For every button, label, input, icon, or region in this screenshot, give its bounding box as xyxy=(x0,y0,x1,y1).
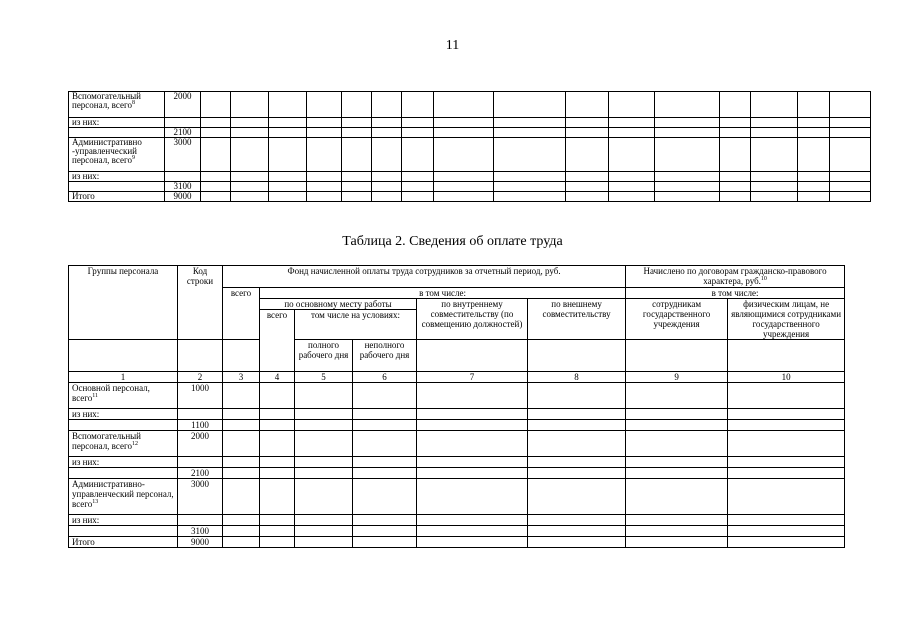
column-number: 10 xyxy=(728,372,845,383)
empty-cell xyxy=(720,138,751,172)
empty-cell xyxy=(307,192,342,202)
empty-cell xyxy=(402,182,434,192)
empty-cell xyxy=(626,457,728,468)
empty-cell xyxy=(417,457,528,468)
row-label xyxy=(69,537,178,548)
empty-cell xyxy=(720,172,751,182)
column-number: 2 xyxy=(178,372,223,383)
empty-cell xyxy=(201,92,231,118)
empty-cell xyxy=(223,526,260,537)
empty-cell xyxy=(223,537,260,548)
row-label-text: Итого xyxy=(72,191,95,201)
empty-cell xyxy=(402,128,434,138)
empty-cell xyxy=(798,118,830,128)
empty-cell xyxy=(295,468,353,479)
table-row xyxy=(69,118,871,128)
row-code: 9000 xyxy=(178,537,223,548)
header-contracts-footnote: 10 xyxy=(760,276,767,282)
empty-cell xyxy=(372,118,402,128)
footnote-mark: 11 xyxy=(92,393,99,399)
empty-cell xyxy=(655,128,720,138)
header-part-time: неполного рабочего дня xyxy=(353,340,417,372)
empty-cell xyxy=(609,192,655,202)
empty-cell xyxy=(528,479,626,515)
empty-cell xyxy=(830,192,871,202)
empty-cell xyxy=(353,515,417,526)
header-full-time: полного рабочего дня xyxy=(295,340,353,372)
row-label xyxy=(69,172,165,182)
empty-cell xyxy=(417,468,528,479)
empty-cell xyxy=(269,128,307,138)
empty-cell xyxy=(372,172,402,182)
header-contracts xyxy=(626,266,845,288)
empty-cell xyxy=(434,118,494,128)
empty-cell xyxy=(609,92,655,118)
empty-cell xyxy=(494,138,566,172)
empty-cell xyxy=(295,420,353,431)
table-row xyxy=(69,128,871,138)
empty-cell xyxy=(307,92,342,118)
row-label xyxy=(69,526,178,537)
empty-cell xyxy=(260,479,295,515)
header-conditions: том числе на условиях: xyxy=(295,310,417,340)
empty-cell xyxy=(402,192,434,202)
row-code: 9000 xyxy=(165,192,201,202)
payroll-table xyxy=(68,265,845,548)
empty-cell xyxy=(295,383,353,409)
empty-cell xyxy=(372,92,402,118)
row-code xyxy=(165,118,201,128)
empty-cell xyxy=(751,192,798,202)
row-code: 2100 xyxy=(165,128,201,138)
empty-cell xyxy=(223,409,260,420)
column-number: 1 xyxy=(69,372,178,383)
empty-cell xyxy=(201,192,231,202)
empty-cell xyxy=(231,118,269,128)
empty-cell xyxy=(260,468,295,479)
header-contracts-text: Начислено по договорам гражданско-правового характера, руб. xyxy=(643,266,827,286)
empty-cell xyxy=(260,515,295,526)
empty-cell xyxy=(566,118,609,128)
empty-cell xyxy=(353,468,417,479)
empty-cell xyxy=(655,118,720,128)
empty-cell xyxy=(269,182,307,192)
empty-cell xyxy=(798,128,830,138)
empty-cell xyxy=(402,172,434,182)
empty-cell xyxy=(417,479,528,515)
empty-cell xyxy=(342,92,372,118)
column-number: 9 xyxy=(626,372,728,383)
empty-cell xyxy=(655,92,720,118)
empty-cell xyxy=(728,515,845,526)
empty-cell xyxy=(342,172,372,182)
header-main-place: по основному месту работы xyxy=(260,299,417,310)
empty-cell xyxy=(528,457,626,468)
empty-cell xyxy=(494,118,566,128)
empty-cell xyxy=(231,172,269,182)
row-label-text: Итого xyxy=(72,537,95,547)
empty-cell xyxy=(353,537,417,548)
empty-cell xyxy=(201,128,231,138)
empty-cell xyxy=(566,182,609,192)
empty-cell xyxy=(295,457,353,468)
row-label-text: из них: xyxy=(72,515,100,525)
header-total: всего xyxy=(223,288,260,340)
empty-cell xyxy=(223,457,260,468)
column-number: 3 xyxy=(223,372,260,383)
empty-cell xyxy=(201,118,231,128)
empty-cell xyxy=(728,420,845,431)
empty-cell xyxy=(307,118,342,128)
empty-cell xyxy=(798,172,830,182)
table-row xyxy=(69,92,871,118)
empty-cell xyxy=(528,526,626,537)
empty-cell xyxy=(609,118,655,128)
empty-cell xyxy=(566,172,609,182)
empty-cell xyxy=(626,526,728,537)
empty-cell xyxy=(307,172,342,182)
empty-cell xyxy=(353,526,417,537)
empty-cell xyxy=(655,182,720,192)
empty-cell xyxy=(798,138,830,172)
empty-cell xyxy=(751,92,798,118)
empty-cell xyxy=(494,172,566,182)
empty-cell xyxy=(728,457,845,468)
empty-cell xyxy=(494,128,566,138)
row-code: 1000 xyxy=(178,383,223,409)
empty-cell xyxy=(751,172,798,182)
table-row xyxy=(69,431,845,457)
empty-cell xyxy=(609,128,655,138)
table-row xyxy=(69,420,845,431)
empty-cell xyxy=(798,182,830,192)
empty-cell xyxy=(720,182,751,192)
empty-cell xyxy=(417,526,528,537)
empty-cell xyxy=(728,479,845,515)
row-code xyxy=(178,409,223,420)
empty-cell xyxy=(353,420,417,431)
table-row xyxy=(69,409,845,420)
empty-cell xyxy=(566,138,609,172)
footnote-mark: 12 xyxy=(131,441,138,447)
column-number: 4 xyxy=(260,372,295,383)
header-individuals: физическим лицам, не являющимися сотрудниками государственного учреждения xyxy=(728,299,845,340)
header-external: по внешнему совместительству xyxy=(528,299,626,340)
empty-cell xyxy=(372,128,402,138)
empty-cell xyxy=(402,92,434,118)
empty-cell xyxy=(201,172,231,182)
row-label-text: Основной персонал, всего xyxy=(72,383,150,403)
empty-cell xyxy=(626,479,728,515)
table-row xyxy=(69,457,845,468)
empty-cell xyxy=(223,515,260,526)
empty-cell xyxy=(626,537,728,548)
table-row xyxy=(69,182,871,192)
empty-cell xyxy=(295,537,353,548)
empty-cell xyxy=(798,192,830,202)
empty-cell xyxy=(260,431,295,457)
empty-cell xyxy=(201,138,231,172)
row-label-text: Вспомогательный персонал, всего xyxy=(72,91,141,110)
empty-cell xyxy=(494,192,566,202)
row-code xyxy=(178,457,223,468)
table-row xyxy=(69,192,871,202)
empty-cell xyxy=(728,409,845,420)
row-code: 3100 xyxy=(165,182,201,192)
row-label xyxy=(69,479,178,515)
empty-cell xyxy=(417,383,528,409)
empty-cell xyxy=(353,383,417,409)
empty-cell xyxy=(626,420,728,431)
empty-cell xyxy=(720,118,751,128)
empty-cell xyxy=(223,420,260,431)
row-label xyxy=(69,182,165,192)
table-row xyxy=(69,383,845,409)
empty-cell xyxy=(269,118,307,128)
empty-cell xyxy=(295,479,353,515)
row-code: 3000 xyxy=(165,138,201,172)
row-label xyxy=(69,420,178,431)
empty-cell xyxy=(655,172,720,182)
empty-cell xyxy=(528,420,626,431)
empty-cell xyxy=(728,537,845,548)
empty-cell xyxy=(728,431,845,457)
header-internal: по внутреннему совместительству (по совмещению должностей) xyxy=(417,299,528,340)
row-code: 2100 xyxy=(178,468,223,479)
empty-cell xyxy=(269,138,307,172)
empty-cell xyxy=(269,92,307,118)
column-number: 8 xyxy=(528,372,626,383)
header-groups: Группы персонала xyxy=(69,266,178,340)
row-label-text: из них: xyxy=(72,409,100,419)
empty-cell xyxy=(223,431,260,457)
empty-cell xyxy=(260,409,295,420)
empty-cell xyxy=(528,383,626,409)
row-label xyxy=(69,409,178,420)
empty-cell xyxy=(342,182,372,192)
empty-cell xyxy=(751,128,798,138)
empty-cell xyxy=(830,138,871,172)
staff-table-continued xyxy=(68,91,871,202)
empty-cell xyxy=(655,138,720,172)
empty-cell xyxy=(434,192,494,202)
empty-cell xyxy=(751,118,798,128)
row-label xyxy=(69,468,178,479)
empty-cell xyxy=(626,409,728,420)
empty-cell xyxy=(353,457,417,468)
column-number: 7 xyxy=(417,372,528,383)
empty-cell xyxy=(223,468,260,479)
empty-cell xyxy=(609,172,655,182)
table-row xyxy=(69,468,845,479)
empty-cell xyxy=(342,118,372,128)
header-including: в том числе: xyxy=(260,288,626,299)
header-fund: Фонд начисленной оплаты труда сотрудников за отчетный период, руб. xyxy=(223,266,626,288)
empty-cell xyxy=(434,92,494,118)
empty-cell xyxy=(231,138,269,172)
row-label-text: Вспомогательный персонал, всего xyxy=(72,431,141,451)
empty-cell xyxy=(720,192,751,202)
empty-cell xyxy=(260,383,295,409)
empty-cell xyxy=(260,420,295,431)
row-code: 2000 xyxy=(178,431,223,457)
page-number: 11 xyxy=(445,38,460,53)
table-row xyxy=(69,172,871,182)
column-number: 5 xyxy=(295,372,353,383)
empty-cell xyxy=(231,92,269,118)
empty-cell xyxy=(307,182,342,192)
row-label-text: из них: xyxy=(72,457,100,467)
empty-cell xyxy=(566,192,609,202)
footnote-mark: 13 xyxy=(92,499,99,505)
empty-cell xyxy=(626,515,728,526)
empty-cell xyxy=(342,128,372,138)
empty-cell xyxy=(728,468,845,479)
column-numbers-row xyxy=(69,372,845,383)
empty-cell xyxy=(295,431,353,457)
empty-cell xyxy=(231,192,269,202)
empty-cell xyxy=(609,182,655,192)
empty-cell xyxy=(353,479,417,515)
row-label xyxy=(69,92,165,118)
row-code: 3100 xyxy=(178,526,223,537)
empty-cell xyxy=(434,128,494,138)
empty-cell xyxy=(728,383,845,409)
table-row xyxy=(69,515,845,526)
empty-cell xyxy=(231,128,269,138)
empty-cell xyxy=(201,182,231,192)
empty-cell xyxy=(528,537,626,548)
column-number: 6 xyxy=(353,372,417,383)
empty-cell xyxy=(528,468,626,479)
row-label-text: Административно -управленческий персонал, всего xyxy=(72,137,142,165)
empty-cell xyxy=(720,92,751,118)
empty-cell xyxy=(353,409,417,420)
empty-cell xyxy=(417,537,528,548)
empty-cell xyxy=(307,138,342,172)
empty-cell xyxy=(494,92,566,118)
empty-cell xyxy=(830,182,871,192)
empty-cell xyxy=(295,526,353,537)
empty-cell xyxy=(798,92,830,118)
empty-cell xyxy=(402,118,434,128)
empty-cell xyxy=(720,128,751,138)
header-code: Код строки xyxy=(178,266,223,340)
row-code: 1100 xyxy=(178,420,223,431)
header-including-contracts: в том числе: xyxy=(626,288,845,299)
empty-cell xyxy=(434,138,494,172)
empty-cell xyxy=(528,431,626,457)
empty-cell xyxy=(260,457,295,468)
empty-cell xyxy=(434,182,494,192)
table-row xyxy=(69,138,871,172)
empty-cell xyxy=(417,431,528,457)
empty-cell xyxy=(231,182,269,192)
empty-cell xyxy=(566,128,609,138)
row-label xyxy=(69,118,165,128)
empty-cell xyxy=(830,118,871,128)
empty-cell xyxy=(269,192,307,202)
row-code xyxy=(178,515,223,526)
row-label xyxy=(69,192,165,202)
empty-cell xyxy=(295,409,353,420)
empty-cell xyxy=(260,537,295,548)
table-row xyxy=(69,526,845,537)
empty-cell xyxy=(528,409,626,420)
header-main-total: всего xyxy=(260,310,295,372)
empty-cell xyxy=(830,92,871,118)
row-label-text: из них: xyxy=(72,171,100,181)
empty-cell xyxy=(626,431,728,457)
row-label xyxy=(69,128,165,138)
empty-cell xyxy=(269,172,307,182)
empty-cell xyxy=(260,526,295,537)
empty-cell xyxy=(609,138,655,172)
empty-cell xyxy=(223,383,260,409)
empty-cell xyxy=(342,192,372,202)
empty-cell xyxy=(307,128,342,138)
empty-cell xyxy=(353,431,417,457)
table2-title: Таблица 2. Сведения об оплате труда xyxy=(342,234,563,249)
empty-cell xyxy=(342,138,372,172)
empty-cell xyxy=(751,138,798,172)
footnote-mark: 9 xyxy=(131,155,135,161)
empty-cell xyxy=(830,172,871,182)
empty-cell xyxy=(372,192,402,202)
empty-cell xyxy=(626,383,728,409)
empty-cell xyxy=(434,172,494,182)
row-label xyxy=(69,138,165,172)
empty-cell xyxy=(728,526,845,537)
row-code xyxy=(165,172,201,182)
empty-cell xyxy=(372,138,402,172)
row-label-text: из них: xyxy=(72,117,100,127)
table-row xyxy=(69,479,845,515)
row-label xyxy=(69,515,178,526)
empty-cell xyxy=(655,192,720,202)
empty-cell xyxy=(402,138,434,172)
empty-cell xyxy=(626,468,728,479)
header-state-employees: сотрудникам государственного учреждения xyxy=(626,299,728,340)
row-code: 2000 xyxy=(165,92,201,118)
empty-cell xyxy=(566,92,609,118)
empty-cell xyxy=(223,479,260,515)
row-label xyxy=(69,383,178,409)
empty-cell xyxy=(372,182,402,192)
row-label xyxy=(69,457,178,468)
empty-cell xyxy=(751,182,798,192)
empty-cell xyxy=(494,182,566,192)
row-label xyxy=(69,431,178,457)
row-label-text: Административно-управленческий персонал, всего xyxy=(72,479,174,509)
empty-cell xyxy=(417,515,528,526)
table-row xyxy=(69,537,845,548)
empty-cell xyxy=(417,409,528,420)
empty-cell xyxy=(528,515,626,526)
footnote-mark: 8 xyxy=(131,100,135,106)
empty-cell xyxy=(830,128,871,138)
empty-cell xyxy=(295,515,353,526)
row-code: 3000 xyxy=(178,479,223,515)
empty-cell xyxy=(417,420,528,431)
